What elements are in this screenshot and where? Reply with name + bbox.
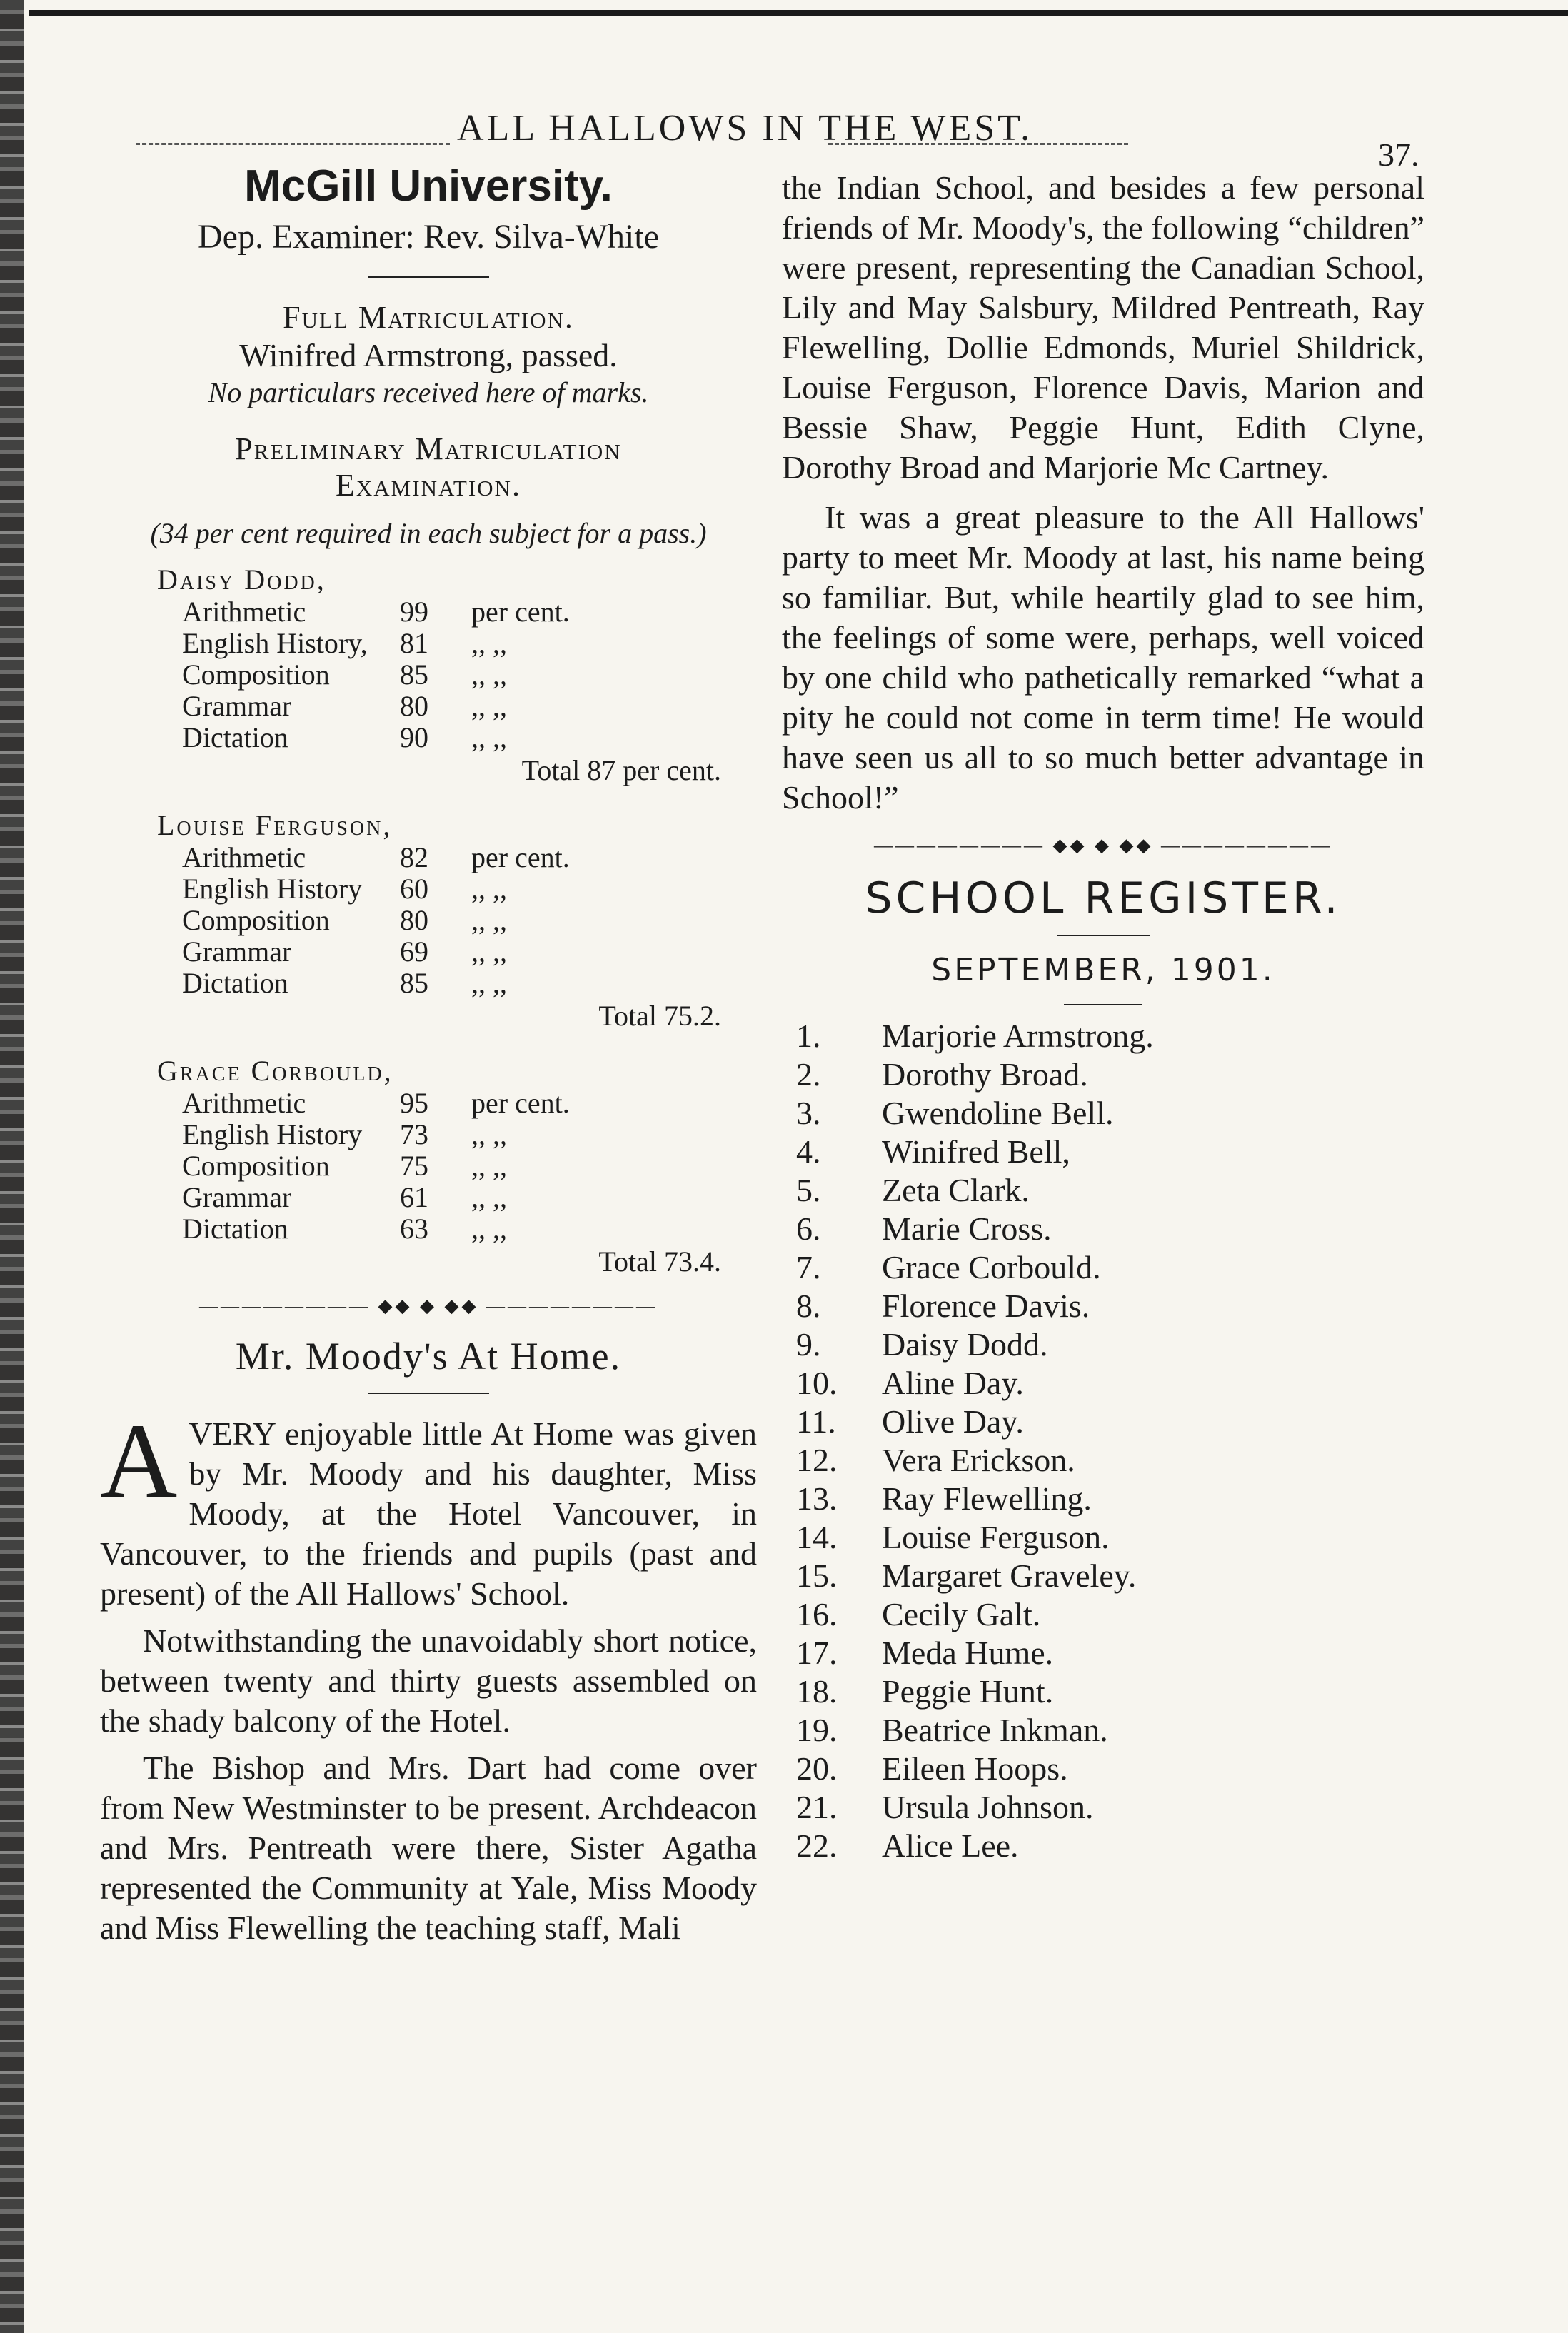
register-entry <box>782 1634 1424 1672</box>
register-entry <box>782 1595 1424 1634</box>
grade-unit: ,, ,, <box>471 1150 507 1182</box>
grade-subject: Composition <box>182 658 330 691</box>
full-matriculation-heading: Full Matriculation. <box>283 300 574 335</box>
student-name: Louise Ferguson, <box>157 809 393 841</box>
grade-row <box>100 1119 757 1150</box>
student-name: Grace Corbould, <box>157 1055 393 1087</box>
grade-row <box>100 722 757 753</box>
paragraph-2: Notwithstanding the unavoidably short notice, between twenty and thirty guests assembled on the shady balcony of the Hotel. <box>100 1622 757 1739</box>
grade-row <box>100 1150 757 1182</box>
register-entry <box>782 1403 1424 1441</box>
grade-total: Total 87 per cent. <box>521 754 721 786</box>
grade-subject: Dictation <box>182 967 288 999</box>
register-entry <box>782 1171 1424 1210</box>
register-number: 19. <box>796 1712 838 1748</box>
register-name: Margaret Graveley. <box>882 1557 1137 1594</box>
register-name: Marie Cross. <box>882 1210 1052 1247</box>
register-number: 3. <box>796 1095 821 1131</box>
register-entry <box>782 1827 1424 1865</box>
register-entry <box>782 1750 1424 1788</box>
grade-mark: 75 <box>400 1150 428 1182</box>
header-rule-left <box>136 143 450 145</box>
ornament-divider: ———————— ◆◆ ◆ ◆◆ ———————— <box>199 1295 658 1316</box>
register-entry <box>782 1017 1424 1055</box>
grade-mark: 90 <box>400 721 428 753</box>
grade-unit: ,, ,, <box>471 721 507 753</box>
register-subtitle: SEPTEMBER, 1901. <box>931 952 1275 988</box>
register-number: 6. <box>796 1210 821 1247</box>
grade-subject: Grammar <box>182 1181 292 1213</box>
grade-subject: English History, <box>182 627 368 659</box>
exam-results <box>100 563 757 1278</box>
grade-subject: English History <box>182 873 363 905</box>
register-number: 17. <box>796 1635 838 1671</box>
register-name: Eileen Hoops. <box>882 1750 1068 1787</box>
full-matriculation-result: Winifred Armstrong, passed. <box>239 337 618 373</box>
header-rule-right <box>828 143 1128 145</box>
grade-row <box>100 596 757 628</box>
register-name: Daisy Dodd. <box>882 1326 1048 1363</box>
grade-row <box>100 1182 757 1213</box>
grade-row <box>100 691 757 722</box>
grade-unit: ,, ,, <box>471 627 507 659</box>
register-name: Cecily Galt. <box>882 1596 1041 1632</box>
grade-mark: 69 <box>400 935 428 968</box>
grade-subject: Arithmetic <box>182 596 306 628</box>
grade-row <box>100 873 757 905</box>
register-number: 10. <box>796 1365 838 1401</box>
register-entry <box>782 1672 1424 1711</box>
register-name: Alice Lee. <box>882 1827 1019 1864</box>
right-column <box>782 154 1424 1865</box>
prelim-heading-1: Preliminary Matriculation <box>235 431 622 466</box>
register-number: 13. <box>796 1480 838 1517</box>
requirement-note: (34 per cent required in each subject for a pass.) <box>150 517 707 549</box>
grade-mark: 81 <box>400 627 428 659</box>
register-entry <box>782 1210 1424 1248</box>
register-name: Grace Corbould. <box>882 1249 1101 1285</box>
register-name: Vera Erickson. <box>882 1442 1075 1478</box>
grade-mark: 95 <box>400 1087 428 1119</box>
divider <box>368 1393 489 1394</box>
register-name: Gwendoline Bell. <box>882 1095 1114 1131</box>
register-number: 18. <box>796 1673 838 1710</box>
register-list <box>782 1017 1424 1865</box>
grade-row <box>100 968 757 999</box>
student-name: Daisy Dodd, <box>157 563 326 596</box>
register-entry <box>782 1441 1424 1480</box>
ornament-divider: ———————— ◆◆ ◆ ◆◆ ———————— <box>874 835 1332 856</box>
grade-subject: Arithmetic <box>182 1087 306 1119</box>
grade-unit: ,, ,, <box>471 658 507 691</box>
left-column <box>100 154 757 1948</box>
grade-subject: Grammar <box>182 935 292 968</box>
mcgill-title: McGill University. <box>244 161 613 211</box>
grade-total: Total 73.4. <box>598 1245 721 1278</box>
register-name: Ray Flewelling. <box>882 1480 1092 1517</box>
register-title: SCHOOL REGISTER. <box>865 873 1342 923</box>
register-number: 20. <box>796 1750 838 1787</box>
grade-mark: 73 <box>400 1118 428 1150</box>
register-number: 14. <box>796 1519 838 1555</box>
grade-subject: Composition <box>182 1150 330 1182</box>
register-number: 12. <box>796 1442 838 1478</box>
grade-row <box>100 1088 757 1119</box>
drop-cap: A <box>100 1402 178 1520</box>
full-matriculation-note: No particulars received here of marks. <box>208 376 649 408</box>
grade-mark: 60 <box>400 873 428 905</box>
paragraph-1-text: VERY enjoyable little At Home was given by Mr. Moody and his daughter, Miss Moody, at the Hotel Vancouver, in Vancouver, to the friends and pupils (past and present) of the All Hallows' School. <box>100 1415 757 1612</box>
grade-unit: ,, ,, <box>471 904 507 936</box>
register-number: 21. <box>796 1789 838 1825</box>
register-entry <box>782 1557 1424 1595</box>
top-border <box>29 10 1568 16</box>
grade-mark: 63 <box>400 1213 428 1245</box>
register-number: 9. <box>796 1326 821 1363</box>
grade-unit: ,, ,, <box>471 1213 507 1245</box>
register-number: 11. <box>796 1403 836 1440</box>
register-number: 22. <box>796 1827 838 1864</box>
grade-subject: Composition <box>182 904 330 936</box>
running-header: ALL HALLOWS IN THE WEST. <box>457 108 1033 149</box>
register-number: 2. <box>796 1056 821 1093</box>
grade-unit: per cent. <box>471 596 570 628</box>
register-number: 16. <box>796 1596 838 1632</box>
grade-row <box>100 936 757 968</box>
register-entry <box>782 1711 1424 1750</box>
register-number: 8. <box>796 1288 821 1324</box>
grade-unit: ,, ,, <box>471 873 507 905</box>
register-name: Winifred Bell, <box>882 1133 1070 1170</box>
register-name: Florence Davis. <box>882 1288 1090 1324</box>
register-entry <box>782 1248 1424 1287</box>
grade-subject: Grammar <box>182 690 292 722</box>
divider <box>1057 935 1150 936</box>
register-number: 4. <box>796 1133 821 1170</box>
grade-row <box>100 905 757 936</box>
paragraph-4: the Indian School, and besides a few personal friends of Mr. Moody's, the following “children” were present, representing the Canadian School, Lily and May Salsbury, Mildred Pentreath, Ray Flewelling, Dollie Edmonds, Muriel Shildrick, Louise Ferguson, Florence Davis, Marion and Bessie Shaw, Peggie Hunt, Edith Clyne, Dorothy Broad and Marjorie Mc Cartney. <box>782 169 1424 486</box>
grade-subject: English History <box>182 1118 363 1150</box>
register-number: 7. <box>796 1249 821 1285</box>
grade-subject: Arithmetic <box>182 841 306 873</box>
grade-unit: per cent. <box>471 1087 570 1119</box>
grade-row <box>100 659 757 691</box>
paragraph-1 <box>100 1402 757 1614</box>
register-name: Ursula Johnson. <box>882 1789 1094 1825</box>
binding-edge <box>0 0 24 2333</box>
register-number: 1. <box>796 1018 821 1054</box>
register-name: Olive Day. <box>882 1403 1024 1440</box>
grade-mark: 82 <box>400 841 428 873</box>
register-name: Peggie Hunt. <box>882 1673 1054 1710</box>
grade-unit: ,, ,, <box>471 1181 507 1213</box>
grade-subject: Dictation <box>182 1213 288 1245</box>
grade-mark: 99 <box>400 596 428 628</box>
grade-mark: 80 <box>400 690 428 722</box>
moody-title: Mr. Moody's At Home. <box>235 1335 622 1378</box>
grade-row <box>100 842 757 873</box>
divider <box>1064 1004 1142 1005</box>
grade-unit: ,, ,, <box>471 935 507 968</box>
divider <box>368 276 489 278</box>
register-entry <box>782 1055 1424 1094</box>
register-number: 15. <box>796 1557 838 1594</box>
register-entry <box>782 1480 1424 1518</box>
register-entry <box>782 1133 1424 1171</box>
register-entry <box>782 1325 1424 1364</box>
grade-row <box>100 1213 757 1245</box>
paragraph-3: The Bishop and Mrs. Dart had come over from New Westminster to be present. Archdeacon and Mrs. Pentreath were there, Sister Agatha represented the Community at Yale, Miss Moody and Miss Flewelling the teaching staff, Mali <box>100 1750 757 1946</box>
register-name: Zeta Clark. <box>882 1172 1030 1208</box>
paragraph-5: It was a great pleasure to the All Hallows' party to meet Mr. Moody at last, his name being so familiar. But, while heartily glad to see him, the feelings of some were, perhaps, well voiced by one child who pathetically remarked “what a pity he could not come in term time! He would have seen us all to so much better advantage in School!” <box>782 499 1424 816</box>
register-number: 5. <box>796 1172 821 1208</box>
grade-unit: ,, ,, <box>471 967 507 999</box>
prelim-heading-2: Examination. <box>336 468 521 503</box>
examiner-line: Dep. Examiner: Rev. Silva-White <box>197 218 660 256</box>
register-entry <box>782 1364 1424 1403</box>
grade-subject: Dictation <box>182 721 288 753</box>
grade-unit: ,, ,, <box>471 1118 507 1150</box>
register-name: Louise Ferguson. <box>882 1519 1110 1555</box>
page-number: 37. <box>1378 136 1419 173</box>
register-entry <box>782 1094 1424 1133</box>
grade-mark: 61 <box>400 1181 428 1213</box>
register-name: Dorothy Broad. <box>882 1056 1088 1093</box>
register-entry <box>782 1518 1424 1557</box>
grade-mark: 85 <box>400 967 428 999</box>
grade-row <box>100 628 757 659</box>
register-entry <box>782 1788 1424 1827</box>
grade-unit: ,, ,, <box>471 690 507 722</box>
grade-mark: 85 <box>400 658 428 691</box>
register-entry <box>782 1287 1424 1325</box>
register-name: Beatrice Inkman. <box>882 1712 1108 1748</box>
register-name: Aline Day. <box>882 1365 1024 1401</box>
register-name: Marjorie Armstrong. <box>882 1018 1154 1054</box>
grade-unit: per cent. <box>471 841 570 873</box>
grade-total: Total 75.2. <box>598 1000 721 1032</box>
grade-mark: 80 <box>400 904 428 936</box>
register-name: Meda Hume. <box>882 1635 1054 1671</box>
